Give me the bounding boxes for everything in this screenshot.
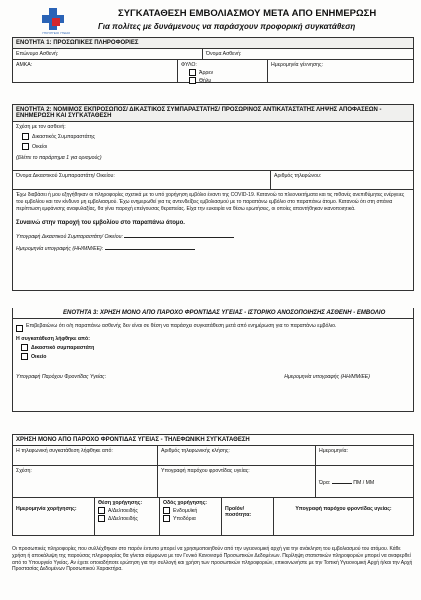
subcutaneous-label: Υποδόρια xyxy=(173,515,196,522)
signature-date-line[interactable] xyxy=(105,249,195,250)
confirm-checkbox[interactable] xyxy=(16,325,23,332)
female-checkbox[interactable] xyxy=(189,77,196,84)
guardian-consent-checkbox[interactable] xyxy=(21,344,28,351)
logo-text: ΥΠΟΥΡΓΕΙΟ ΥΓΕΙΑΣ xyxy=(41,31,71,35)
intramuscular-checkbox[interactable] xyxy=(163,507,170,514)
product-quantity-field[interactable]: Προϊόν/ ποσότητα: xyxy=(222,498,274,535)
section-1-heading: ΕΝΟΤΗΤΑ 1: ΠΡΟΣΩΠΙΚΕΣ ΠΛΗΡΟΦΟΡΙΕΣ xyxy=(13,38,413,49)
guardian-checkbox[interactable] xyxy=(22,133,29,140)
signature-date-label: Ημερομηνία υπογραφής (ΗΗ/ΜΜ/ΕΕ): xyxy=(16,245,104,252)
red-square-icon xyxy=(52,18,60,26)
phone-date-field[interactable]: Ημερομηνία: xyxy=(319,448,348,454)
phone-section-heading: ΧΡΗΣΗ ΜΟΝΟ ΑΠΟ ΠΑΡΟΧΟ ΦΡΟΝΤΙΔΑΣ ΥΓΕΙΑΣ - ΤΗΛΕΦΩΝΙΚΗ ΣΥΓΚΑΤΑΘΕΣΗ xyxy=(13,435,413,446)
guardian-consent-label: Δικαστικό συμπαραστάτη xyxy=(31,344,95,351)
surname-field[interactable]: Επώνυμο Ασθενή: xyxy=(13,49,203,59)
form-subtitle: Για πολίτες με δυνάμενους να παράσχουν προφορική συγκατάθεση xyxy=(98,22,356,31)
left-deltoid-label: Α/Δελτοειδής xyxy=(108,507,138,514)
vaccination-date-field[interactable]: Ημερομηνία χορήγησης: xyxy=(13,498,95,535)
time-label: Ώρα: xyxy=(319,480,331,486)
relatives-label: Οικείοι xyxy=(32,143,48,150)
pm-label: ΠΜ xyxy=(353,480,362,486)
male-checkbox[interactable] xyxy=(189,69,196,76)
site-label: Θέση χορήγησης: xyxy=(98,500,143,506)
section-phone-consent: ΧΡΗΣΗ ΜΟΝΟ ΑΠΟ ΠΑΡΟΧΟ ΦΡΟΝΤΙΔΑΣ ΥΓΕΙΑΣ - ΤΗΛΕΦΩΝΙΚΗ ΣΥΓΚΑΤΑΘΕΣΗ Η τηλεφωνική συγκατάθεση λήφθηκε από: Αριθμός τηλεφωνικής κλήσης: Ημερομηνία: Σχέση: Υπογραφή παρόχου φροντίδας υγείας: Ώρα: ΠΜ / ΜΜ Ημερομηνία χορήγησης: Θέση χορήγησης: Α/Δελτοειδής Δ/Δελτοειδής Οδός χορήγησης: Ενδομυϊκή Υποδόρια Προϊόν/ ποσότητα: Υπογραφή παρόχου φροντίδας υγείας: xyxy=(12,434,414,536)
subcutaneous-checkbox[interactable] xyxy=(163,515,170,522)
right-deltoid-label: Δ/Δελτοειδής xyxy=(108,515,138,522)
section-personal-info xyxy=(12,37,414,83)
section-provider-history xyxy=(12,308,414,412)
representative-phone-field[interactable]: Αριθμός τηλεφώνου: xyxy=(274,173,322,179)
phone-relation-field[interactable]: Σχέση: xyxy=(13,466,158,497)
consent-given-by-label: Η συγκατάθεση λήφθηκε από: xyxy=(16,336,90,342)
left-deltoid-checkbox[interactable] xyxy=(98,507,105,514)
section-representative xyxy=(12,104,414,291)
mm-label: ΜΜ xyxy=(365,480,375,486)
appendix-note: (βλέπε το παράρτημα 1 για ορισμούς) xyxy=(16,155,102,161)
male-label: Άρρεν xyxy=(199,69,214,76)
ministry-logo xyxy=(34,6,74,36)
relative-consent-label: Οικείο xyxy=(31,353,47,360)
relative-consent-checkbox[interactable] xyxy=(21,353,28,360)
relation-label: Σχέση με τον ασθενή: xyxy=(16,124,66,130)
time-line[interactable] xyxy=(332,483,352,484)
sex-group xyxy=(178,60,268,82)
dob-field[interactable]: Ημερομηνία γέννησης: xyxy=(271,62,323,68)
first-name-field[interactable]: Όνομα Ασθενή: xyxy=(206,51,242,57)
call-number-field[interactable]: Αριθμός τηλεφωνικής κλήσης: xyxy=(158,446,316,465)
amka-field[interactable]: ΑΜΚΑ: xyxy=(13,60,178,82)
provider-signature-date-label: Ημερομηνία υπογραφής (ΗΗ/ΜΜ/ΕΕ) xyxy=(284,374,370,380)
female-label: Θήλυ xyxy=(199,77,212,84)
representative-signature-label: Υπογραφή Δικαστικού Συμπαραστάτη/ Οικείου: xyxy=(16,233,123,240)
representative-name-field[interactable]: Όνομα Δικαστικού Συμπαραστάτη/ Οικείου: xyxy=(13,171,271,189)
representative-signature-line[interactable] xyxy=(124,237,234,238)
form-title: ΣΥΓΚΑΤΑΘΕΣΗ ΕΜΒΟΛΙΑΣΜΟΥ ΜΕΤΑ ΑΠΟ ΕΝΗΜΕΡΩΣΗ xyxy=(118,8,377,19)
guardian-label: Δικαστικός Συμπαραστάτης xyxy=(32,133,96,140)
information-paragraph: Έχω διαβάσει ή μου εξηγήθηκαν οι πληροφορίες σχετικά με το υπό χορήγηση εμβόλιο έναντι της COVID-19. Κατανοώ τα πλεονεκτήματα και τις πιθανές ανεπιθύμητες ενέργειες του εμβολίου και τον κίνδυνο μη εμβολιασμού. Έχω ενημερωθεί για τις αντενδείξεις εμβολιασμού με το παραπάνω εμβόλιο στο παραπάνω άτομο. Κατανοώ ότι στη σπάνια περίπτωση εμφάνισης αναφυλαξίας, θα γίνει παροχή επείγουσας θεραπείας. Είχα την ευκαιρία να θέσω ερωτήσεις, οι οποίες απαντήθηκαν ικανοποιητικά. xyxy=(16,192,405,212)
confirm-text: Επιβεβαιώνω ότι ο/η παραπάνω ασθενής δεν είναι σε θέση να παράσχει συγκατάθεση μετά από ενημέρωση για το παραπάνω εμβόλιο. xyxy=(26,323,337,329)
consent-statement: Συναινώ στην παροχή του εμβολίου στο παραπάνω άτομο. xyxy=(16,219,185,226)
right-deltoid-checkbox[interactable] xyxy=(98,515,105,522)
provider-signature-label: Υπογραφή Παρόχου Φροντίδας Υγείας: xyxy=(16,374,107,380)
phone-provider-signature-field[interactable]: Υπογραφή παρόχου φροντίδας υγείας: xyxy=(158,466,316,497)
section-2-heading: ΕΝΟΤΗΤΑ 2: ΝΟΜΙΜΟΣ ΕΚΠΡΟΣΩΠΟΣ/ ΔΙΚΑΣΤΙΚΟΣ ΣΥΜΠΑΡΑΣΤΑΤΗΣ/ ΠΡΟΣΩΡΙΝΟΣ ΑΝΤΙΚΑΤΑΣΤΑΤΗΣ ΛΗΨΗΣ ΑΠΟΦΑΣΕΩΝ - ΕΝΗΜΕΡΩΣΗ ΚΑΙ ΣΥΓΚΑΤΑΘΕΣΗ xyxy=(13,105,413,122)
provider-signature-field[interactable]: Υπογραφή παρόχου φροντίδας υγείας: xyxy=(295,506,392,512)
phone-consent-from-field[interactable]: Η τηλεφωνική συγκατάθεση λήφθηκε από: xyxy=(13,446,158,465)
intramuscular-label: Ενδομυϊκή xyxy=(173,507,198,514)
relatives-checkbox[interactable] xyxy=(22,143,29,150)
privacy-footer: Οι προσωπικές πληροφορίες που συλλέχθηκαν στο παρόν έντυπο μπορεί να χρησιμοποιηθούν από την υγειονομική αρχή για την ανάκληση του εμβολιασμού του ατόμου. Κάθε χρήση ή αποκάλυψη της παρούσας πληροφορίας θα γίνεται σύμφωνα με τον Γενικό Κανονισμό Προσωπικών Δεδομένων. Περίληψη στατιστικών πληροφοριών μπορεί να αναφερθεί από το Υπουργείο Υγείας. Αν έχετε οποιαδήποτε ερώτηση για την συλλογή και χρήση των προσωπικών πληροφοριών, επικοινωνήστε με την Τοπική Υγειονομική Αρχή ή/και την Αρχή Προστασίας Δεδομένων Προσωπικού Χαρακτήρα. xyxy=(12,546,413,573)
route-label: Οδός χορήγησης: xyxy=(163,500,208,506)
sex-label: ΦΥΛΟ: xyxy=(181,62,197,68)
section-3-heading: ΕΝΟΤΗΤΑ 3: ΧΡΗΣΗ ΜΟΝΟ ΑΠΟ ΠΑΡΟΧΟ ΦΡΟΝΤΙΔΑΣ ΥΓΕΙΑΣ - ΙΣΤΟΡΙΚΟ ΑΝΟΣΟΠΟΙΗΣΗΣ ΑΣΘΕΝΗ - ΕΜΒΟΛΙΟ xyxy=(13,308,413,319)
